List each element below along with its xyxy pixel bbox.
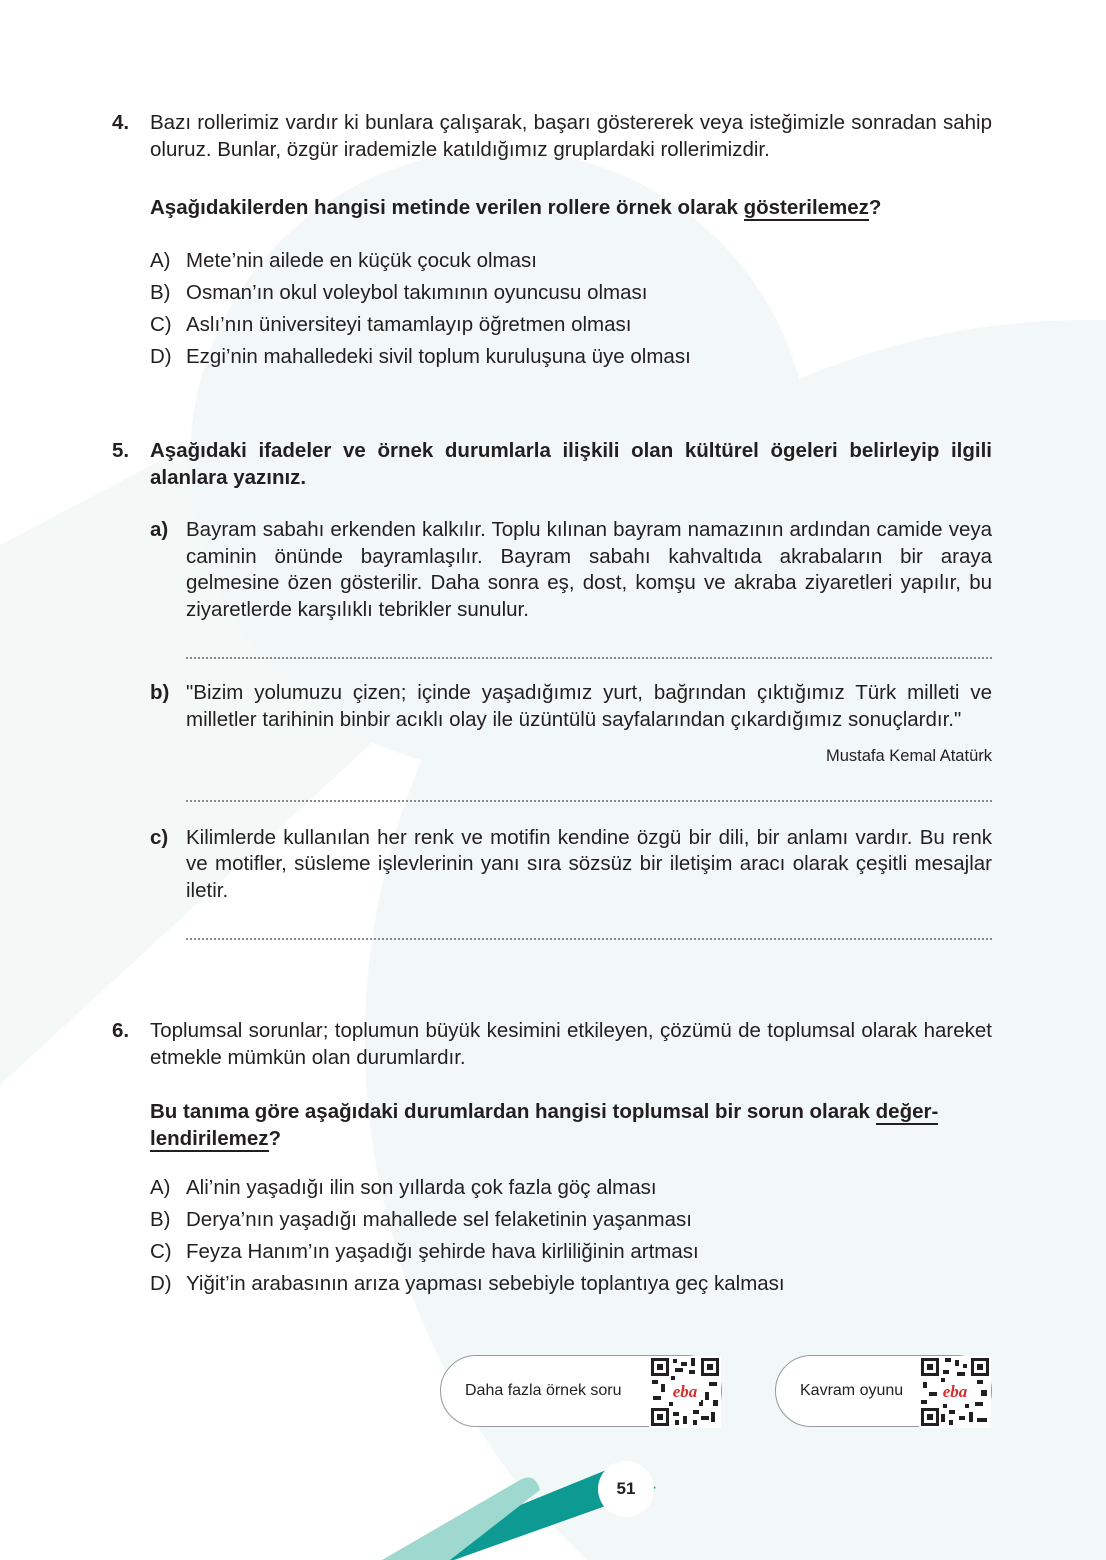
page-number: 51 [598,1461,654,1517]
subquestion-b [150,680,992,770]
more-examples-link[interactable] [440,1355,722,1427]
question-prompt: Aşağıdakilerden hangisi metinde verilen rollere örnek olarak gösterilemez? [150,196,882,219]
subquestion-text: "Bizim yolumuzu çizen; içinde yaşadığımız yurt, bağrından çıktığımız Türk milleti ve milletler tarihinin binbir acıklı olay ile üzüntülü sayfalarından çıkardığımız sonuçlardır." [186,681,992,731]
subquestion-label: c) [150,825,169,849]
answer-line-b[interactable] [186,800,992,802]
svg-text:eba: eba [942,1382,968,1401]
option-b[interactable]: B) Derya’nın yaşadığı mahallede sel felaketinin yaşanması [150,1207,692,1231]
option-c[interactable]: C) Feyza Hanım’ın yaşadığı şehirde hava kirliliğinin artması [150,1239,699,1263]
qr-code-icon[interactable] [649,1356,721,1428]
option-a[interactable]: A) Mete’nin ailede en küçük çocuk olması [150,249,537,273]
emphasized-word: değer- [875,1100,939,1123]
subquestion-a [150,517,992,623]
option-a[interactable]: A) Ali’nin yaşadığı ilin son yıllarda çok fazla göç alması [150,1175,657,1199]
answer-line-c[interactable] [186,938,992,940]
option-d[interactable]: D) Ezgi’nin mahalledeki sivil toplum kuruluşuna üye olması [150,345,691,369]
subquestion-label: b) [150,681,170,704]
concept-game-link[interactable] [775,1355,992,1427]
qr-code-icon[interactable] [919,1356,991,1428]
question-number: 6. [112,1019,130,1042]
concept-game-label: Kavram oyunu [800,1382,904,1399]
emphasized-word: lendirilemez [150,1126,269,1150]
question-prompt: Bu tanıma göre aşağıdaki durumlardan hangisi toplumsal bir sorun olarak değer- lendirilemez? [150,1100,939,1150]
option-c[interactable]: C) Aslı’nın üniversiteyi tamamlayıp öğretmen olması [150,313,632,337]
question-number: 5. [112,439,130,462]
question-text: Toplumsal sorunlar; toplumun büyük kesimini etkileyen, çözümü de toplumsal olarak hareket etmekle mümkün olan durumlardır. [150,1019,992,1069]
question-5 [112,438,992,940]
options-list [150,246,992,374]
question-6 [112,1018,992,1300]
quote-author: Mustafa Kemal Atatürk [826,747,992,765]
subquestion-label: a) [150,518,169,541]
subquestion-c [150,825,992,905]
question-text: Bazı rollerimiz vardır ki bunlara çalışarak, başarı göstererek veya isteğimizle sonradan sahip oluruz. Bunlar, özgür irademizle katıldığımız gruplardaki rollerimizdir. [150,111,992,161]
question-number: 4. [112,111,130,134]
option-d[interactable]: D) Yiğit’in arabasının arıza yapması sebebiyle toplantıya geç kalması [150,1271,785,1295]
svg-text:eba: eba [672,1382,698,1401]
question-prompt: Aşağıdaki ifadeler ve örnek durumlarla ilişkili olan kültürel ögeleri belirleyip ilgili alanlara yazınız. [150,439,992,489]
question-4 [112,110,992,374]
subquestion-text: Bayram sabahı erkenden kalkılır. Toplu kılınan bayram namazının ardından camide veya caminin önünde bayramlaşılır. Bayram sabahı kahvaltıda akrabaların bir araya gelmesine özen gösterilir. Daha sonra eş, dost, komşu ve akraba ziyaretleri yapılır, bu ziyaretlerde karşılıklı tebrikler sunulur. [186,518,992,621]
subquestion-text: Kilimlerde kullanılan her renk ve motifin kendine özgü bir dili, bir anlamı vardır. Bu renk ve motifler, süsleme işlevlerinin yanı sıra sözsüz bir iletişim aracı olarak çeşitli mesajlar iletir. [186,825,992,902]
option-b[interactable]: B) Osman’ın okul voleybol takımının oyuncusu olması [150,281,648,305]
more-examples-label: Daha fazla örnek soru [465,1382,622,1399]
answer-line-a[interactable] [186,657,992,659]
emphasized-word: gösterilemez [743,196,869,219]
options-list [150,1172,992,1300]
